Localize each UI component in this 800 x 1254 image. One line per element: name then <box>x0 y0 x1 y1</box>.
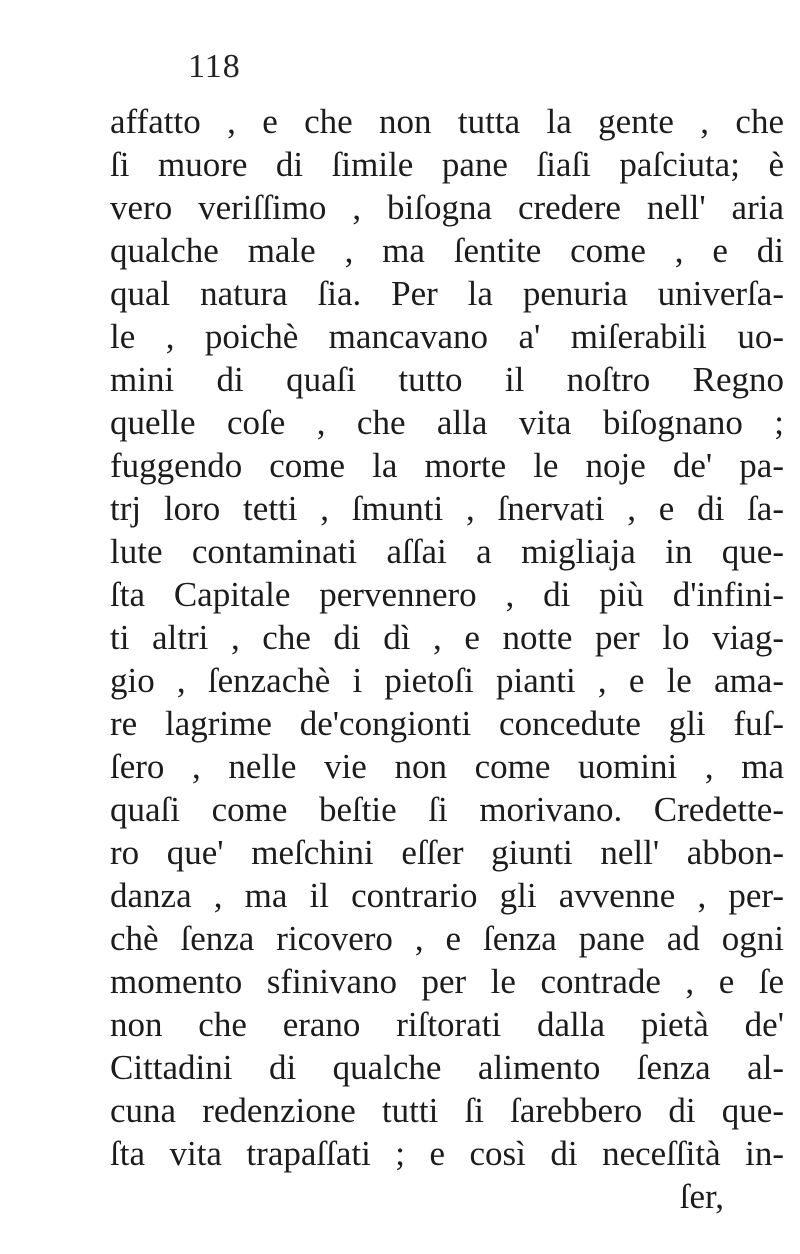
text-line: ſi muore di ſimile pane ſiaſi paſciuta; è <box>110 145 784 184</box>
text-line: lute contaminati aſſai a migliaja in que- <box>110 532 784 571</box>
catchword: ſer, <box>679 1177 724 1216</box>
text-line: mini di quaſi tutto il noſtro Regno <box>110 360 784 399</box>
text-line: le , poichè mancavano a' miſerabili uo- <box>110 317 784 356</box>
text-line: cuna redenzione tutti ſi ſarebbero di que- <box>110 1091 784 1130</box>
text-line: ro que' meſchini eſſer giunti nell' abbon- <box>110 833 784 872</box>
text-line: ſero , nelle vie non come uomini , ma <box>110 747 784 786</box>
text-line: quaſi come beſtie ſi morivano. Credette- <box>110 790 784 829</box>
text-line: ſta Capitale pervennero , di più d'infini- <box>110 575 784 614</box>
text-line: ſta vita trapaſſati ; e così di neceſſità in- <box>110 1134 784 1173</box>
text-line: Cittadini di qualche alimento ſenza al- <box>110 1048 784 1087</box>
text-line: danza , ma il contrario gli avvenne , per- <box>110 876 784 915</box>
text-line: qualche male , ma ſentite come , e di <box>110 231 784 270</box>
text-line: vero veriſſimo , biſogna credere nell' aria <box>110 188 784 227</box>
text-line: qual natura ſia. Per la penuria univerſa- <box>110 274 784 313</box>
text-line: fuggendo come la morte le noje de' pa- <box>110 446 784 485</box>
text-line: ti altri , che di dì , e notte per lo viag- <box>110 618 784 657</box>
body-text <box>110 100 784 1218</box>
text-line: quelle coſe , che alla vita biſognano ; <box>110 403 784 442</box>
text-line: gio , ſenzachè i pietoſi pianti , e le ama- <box>110 661 784 700</box>
text-line: chè ſenza ricovero , e ſenza pane ad ogni <box>110 919 784 958</box>
page-number: 118 <box>188 48 241 85</box>
text-line: momento sfinivano per le contrade , e ſe <box>110 962 784 1001</box>
text-line: re lagrime de'congionti concedute gli fuſ- <box>110 704 784 743</box>
text-line: non che erano riſtorati dalla pietà de' <box>110 1005 784 1044</box>
text-line: trj loro tetti , ſmunti , ſnervati , e di ſa- <box>110 489 784 528</box>
text-line: affatto , e che non tutta la gente , che <box>110 102 784 141</box>
